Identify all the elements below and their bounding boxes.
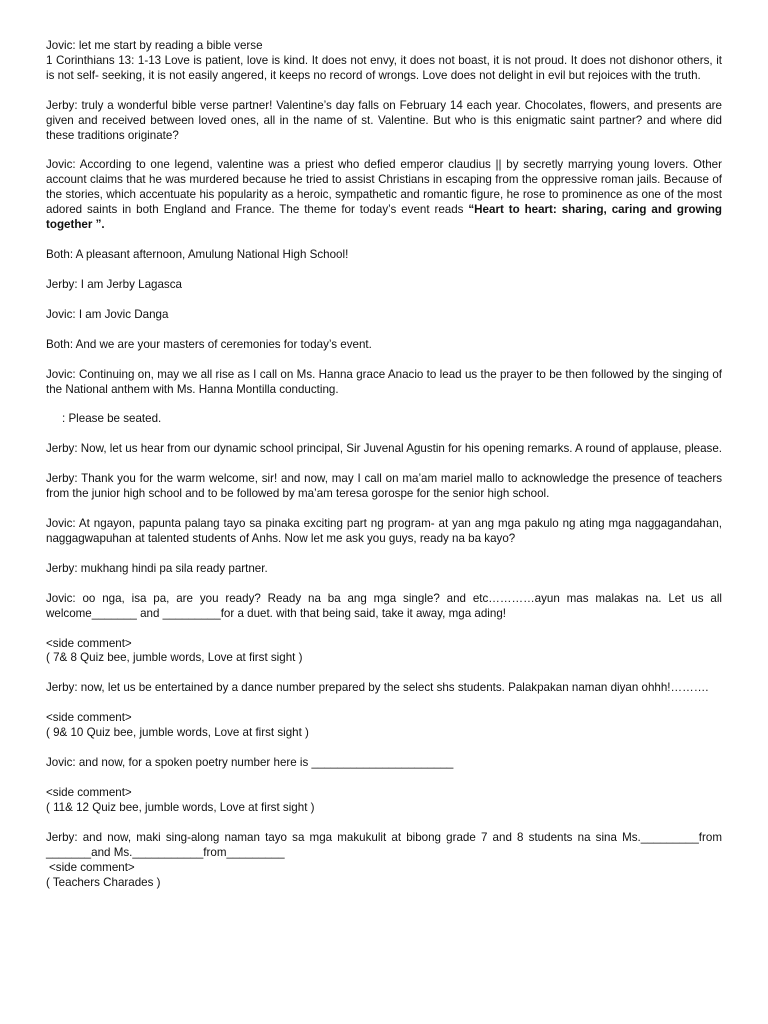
side-comment-detail: ( 9& 10 Quiz bee, jumble words, Love at first sight ) bbox=[46, 726, 309, 740]
jovic-legend-paragraph bbox=[46, 158, 722, 233]
jovic-prayer-paragraph: Jovic: Continuing on, may we all rise as I call on Ms. Hanna grace Anacio to lead us the prayer to be then followed by the singing of the National anthem with Ms. Hanna Montilla conducting. bbox=[46, 367, 722, 396]
jerby-principal-paragraph: Jerby: Now, let us hear from our dynamic school principal, Sir Juvenal Agustin for his opening remarks. A round of applause, please. bbox=[46, 442, 723, 456]
side-comment-3 bbox=[46, 786, 722, 816]
jerby-thanks-paragraph: Jerby: Thank you for the warm welcome, sir! and now, may I call on ma’am mariel mallo to acknowledge the presence of teachers from the junior high school and to be followed by ma’am teresa gorospe for the senior high school. bbox=[46, 472, 722, 501]
event-theme: “Heart to heart: sharing, caring and growing together ”. bbox=[46, 203, 722, 232]
jovic-introduction: Jovic: I am Jovic Danga bbox=[46, 307, 169, 321]
jovic-duet-paragraph: Jovic: oo nga, isa pa, are you ready? Ready na ba ang mga single? and etc…………ayun mas malakas na. Let us all welcome_______ and _________for a duet. with that being said, take it away, mga ading! bbox=[46, 591, 722, 620]
side-comment-2 bbox=[46, 711, 722, 741]
side-comment-label: <side comment> bbox=[46, 636, 132, 650]
jerby-valentine-paragraph: Jerby: truly a wonderful bible verse partner! Valentine’s day falls on February 14 each year. Chocolates, flowers, and presents are given and received between loved ones, all in the name of st. Valentine. But who is this enigmatic saint partner? and where did these traditions originate? bbox=[46, 98, 722, 142]
side-comment-label: <side comment> bbox=[46, 786, 132, 799]
bible-verse-text: 1 Corinthians 13: 1-13 Love is patient, love is kind. It does not envy, it does not boast, it is not proud. It does not dishonor others, it is not self- seeking, it is not easily angered, it keeps no record of wrongs. Love does not delight in evil but rejoices with the truth. bbox=[46, 53, 722, 82]
intro-block bbox=[46, 39, 722, 84]
side-comment-label: <side comment> bbox=[46, 711, 132, 725]
jerby-not-ready: Jerby: mukhang hindi pa sila ready partner. bbox=[46, 561, 268, 575]
jovic-ngayon-paragraph: Jovic: At ngayon, papunta palang tayo sa pinaka exciting part ng program- at yan ang mga pakulo ng ating mga naggagandahan, naggagwapuhan at talented students of Anhs. Now let me ask you guys, ready na ba kayo? bbox=[46, 517, 722, 545]
legend-text: Jovic: According to one legend, valentine was a priest who defied emperor claudius || by secretly marrying young lovers. Other account claims that he was murdered because he tried to assist Christians in escaping from the oppressive roman jails. Because of the stories, which accentuate his popularity as a heroic, sympathetic and romantic figure, he rose to prominence as one of the most adored saints in both England and France. The theme for today’s event reads bbox=[46, 158, 722, 217]
jovic-poetry-line: Jovic: and now, for a spoken poetry number here is ______________________ bbox=[46, 756, 454, 770]
jerby-dance-paragraph: Jerby: now, let us be entertained by a dance number prepared by the select shs students. Palakpakan naman diyan ohhh!………. bbox=[46, 681, 709, 695]
document-page bbox=[46, 39, 722, 890]
please-be-seated: : Please be seated. bbox=[62, 412, 162, 426]
side-comment-label: <side comment> bbox=[49, 860, 135, 874]
side-comment-detail: ( 7& 8 Quiz bee, jumble words, Love at first sight ) bbox=[46, 651, 303, 665]
side-comment-1 bbox=[46, 637, 722, 667]
both-greeting: Both: A pleasant afternoon, Amulung National High School! bbox=[46, 247, 349, 261]
jerby-introduction: Jerby: I am Jerby Lagasca bbox=[46, 277, 182, 291]
side-comment-detail: ( 11& 12 Quiz bee, jumble words, Love at first sight ) bbox=[46, 800, 315, 814]
jerby-singalong-paragraph: Jerby: and now, maki sing-along naman tayo sa mga makukulit at bibong grade 7 and 8 students na sina Ms._________from _______and Ms.___________from_________ bbox=[46, 830, 722, 859]
side-comment-detail: ( Teachers Charades ) bbox=[46, 875, 161, 889]
side-comment-4 bbox=[46, 861, 722, 891]
intro-line: Jovic: let me start by reading a bible verse bbox=[46, 39, 263, 52]
both-masters-line: Both: And we are your masters of ceremonies for today’s event. bbox=[46, 337, 372, 351]
